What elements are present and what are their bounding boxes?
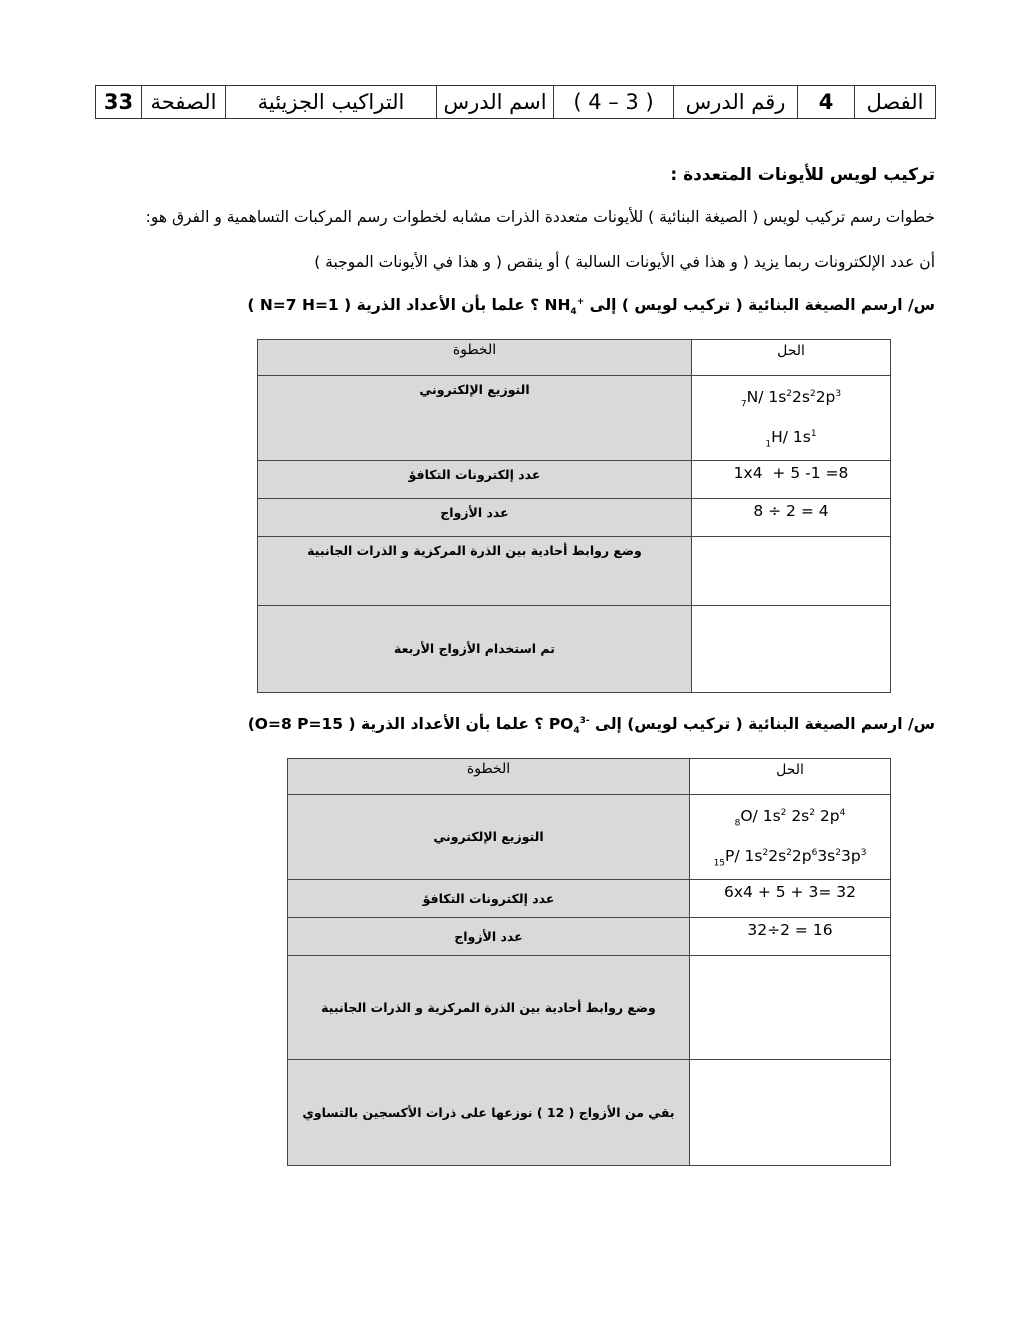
step-remaining-pairs: بقي من الأزواج ( 12 ) نوزعها على ذرات الأكسجين بالتساوي: [288, 1059, 690, 1165]
solution-pair-count: 32÷2 = 16: [690, 917, 891, 955]
question-2-ion: $PO_4^{3-}$: [548, 715, 590, 737]
intro-line-2: أن عدد الإلكترونات ربما يزيد ( و هذا في الأيونات السالبة ) أو ينقص ( و هذا في الأيونات الموجبة ): [314, 253, 935, 271]
solution-column-header: الحل: [692, 340, 891, 376]
phosphorus-config: $_{15}$P/ $1s^22s^22p^63s^23p^3$: [713, 847, 867, 869]
step-valence-electrons: عدد إلكترونات التكافؤ: [288, 879, 690, 917]
step-pair-count: عدد الأزواج: [288, 917, 690, 955]
solution-valence-electrons: 6x4 + 5 + 3= 32: [690, 879, 891, 917]
solution-electron-config: [690, 795, 891, 880]
intro-line-1: خطوات رسم تركيب لويس ( الصيغة البنائية ) للأيونات متعددة الذرات مشابه لخطوات رسم المركبات التساهمية و الفرق هو:: [145, 208, 935, 226]
oxygen-config: $_8$O/ $1s^2$ $2s^2$ $2p^4$: [734, 807, 846, 829]
step-column-header: الخطوة: [288, 759, 690, 795]
nitrogen-config: $_7$N/ $1s^22s^22p^3$: [740, 388, 842, 410]
step-pair-count: عدد الأزواج: [258, 498, 692, 536]
page-label: الصفحة: [142, 86, 226, 119]
step-single-bonds: وضع روابط أحادية بين الذرة المركزية و الذرات الجانبية: [258, 536, 692, 605]
solution-electron-config: [692, 376, 891, 461]
solution-remaining-pairs: [690, 1059, 891, 1165]
lesson-number-label: رقم الدرس: [674, 86, 798, 119]
question-2-text-before: س/ ارسم الصيغة البنائية ( تركيب لويس) إلى: [595, 715, 935, 733]
lesson-name-value: التراكيب الجزيئية: [226, 86, 437, 119]
step-valence-electrons: عدد إلكترونات التكافؤ: [258, 460, 692, 498]
solution-single-bonds: [692, 536, 891, 605]
solution-valence-electrons: 1x4 + 5 -1 =8: [692, 460, 891, 498]
solution-pair-count: 8 ÷ 2 = 4: [692, 498, 891, 536]
lesson-header-table: [95, 85, 936, 119]
chapter-label: الفصل: [855, 86, 936, 119]
hydrogen-config: $_1$H/ $1s^1$: [765, 428, 817, 450]
solution-single-bonds: [690, 955, 891, 1059]
chapter-number: 4: [798, 86, 855, 119]
question-2-table: [287, 758, 891, 1166]
step-electron-config: التوزيع الإلكتروني: [258, 376, 692, 461]
question-1-text-after: ؟ علما بأن الأعداد الذرية ( N=7 H=1 ): [247, 296, 540, 314]
page-number: 33: [96, 86, 142, 119]
question-2-text-after: ؟ علما بأن الأعداد الذرية ( O=8 P=15): [247, 715, 544, 733]
step-single-bonds: وضع روابط أحادية بين الذرة المركزية و الذرات الجانبية: [288, 955, 690, 1059]
solution-pairs-used: [692, 605, 891, 692]
question-1-ion: $NH_4^+$: [544, 296, 585, 318]
question-2: [248, 715, 935, 736]
step-electron-config: التوزيع الإلكتروني: [288, 795, 690, 880]
question-1-table: [257, 339, 891, 693]
question-1: [247, 296, 935, 317]
question-1-text-before: س/ ارسم الصيغة البنائية ( تركيب لويس ) إلى: [589, 296, 935, 314]
lesson-name-label: اسم الدرس: [437, 86, 554, 119]
solution-column-header: الحل: [690, 759, 891, 795]
lesson-number-value: ( 3 – 4 ): [554, 86, 674, 119]
step-pairs-used: تم استخدام الأزواج الأربعة: [258, 605, 692, 692]
step-column-header: الخطوة: [258, 340, 692, 376]
section-title: تركيب لويس للأيونات المتعددة :: [670, 165, 935, 185]
